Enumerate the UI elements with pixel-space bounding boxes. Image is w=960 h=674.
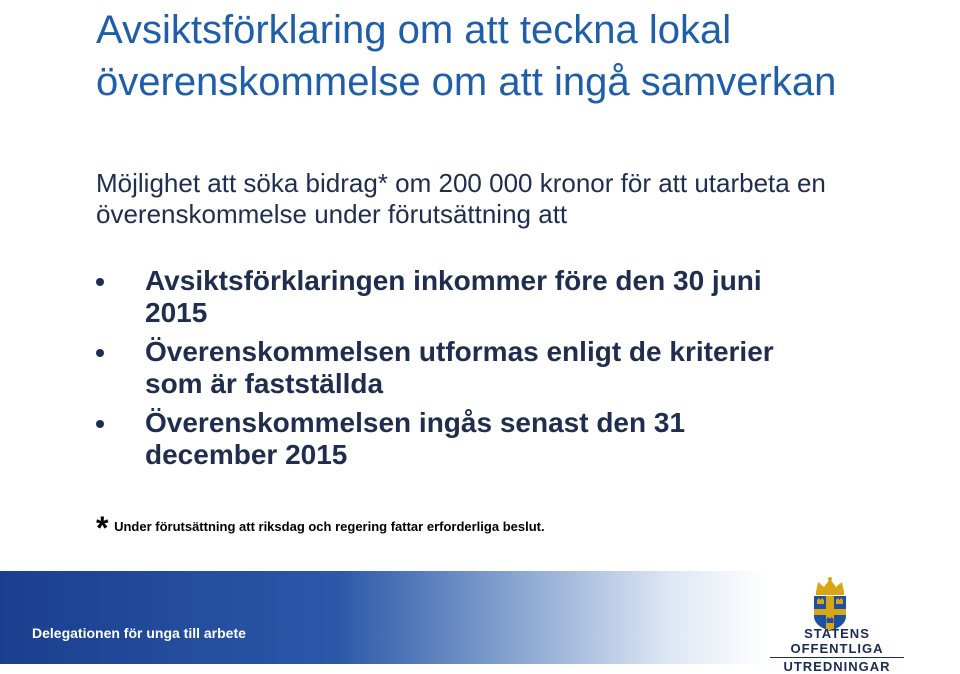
sou-logo [764, 626, 910, 674]
bullet-item [96, 407, 816, 471]
bullet-item [96, 336, 816, 400]
footnote-marker: * [96, 510, 109, 546]
footer-band [0, 571, 960, 674]
swedish-crown-crest-icon [804, 576, 856, 632]
footer-label: Delegationen för unga till arbete [32, 625, 246, 641]
bullet-dot-icon [96, 349, 104, 357]
bullet-text: Överenskommelsen utformas enligt de kriterier som är fastställda [145, 336, 774, 399]
bullet-dot-icon [96, 420, 104, 428]
intro-text: Möjlighet att söka bidrag* om 200 000 kronor för att utarbeta en överenskommelse under förutsättning att [96, 168, 826, 229]
bullet-text: Överenskommelsen ingås senast den 31 december 2015 [145, 407, 686, 470]
logo-divider [770, 657, 904, 658]
logo-line-1: STATENS OFFENTLIGA [790, 626, 884, 656]
slide-title: Avsiktsförklaring om att teckna lokal överenskommelse om att ingå samverkan [96, 8, 837, 104]
footnote-text: Under förutsättning att riksdag och regering fattar erforderliga beslut. [114, 519, 545, 534]
logo-line-2: UTREDNINGAR [783, 659, 891, 674]
bullet-list [96, 265, 816, 478]
bullet-item [96, 265, 816, 329]
footnote [96, 510, 896, 547]
bullet-dot-icon [96, 278, 104, 286]
bullet-text: Avsiktsförklaringen inkommer före den 30 juni 2015 [145, 265, 762, 328]
